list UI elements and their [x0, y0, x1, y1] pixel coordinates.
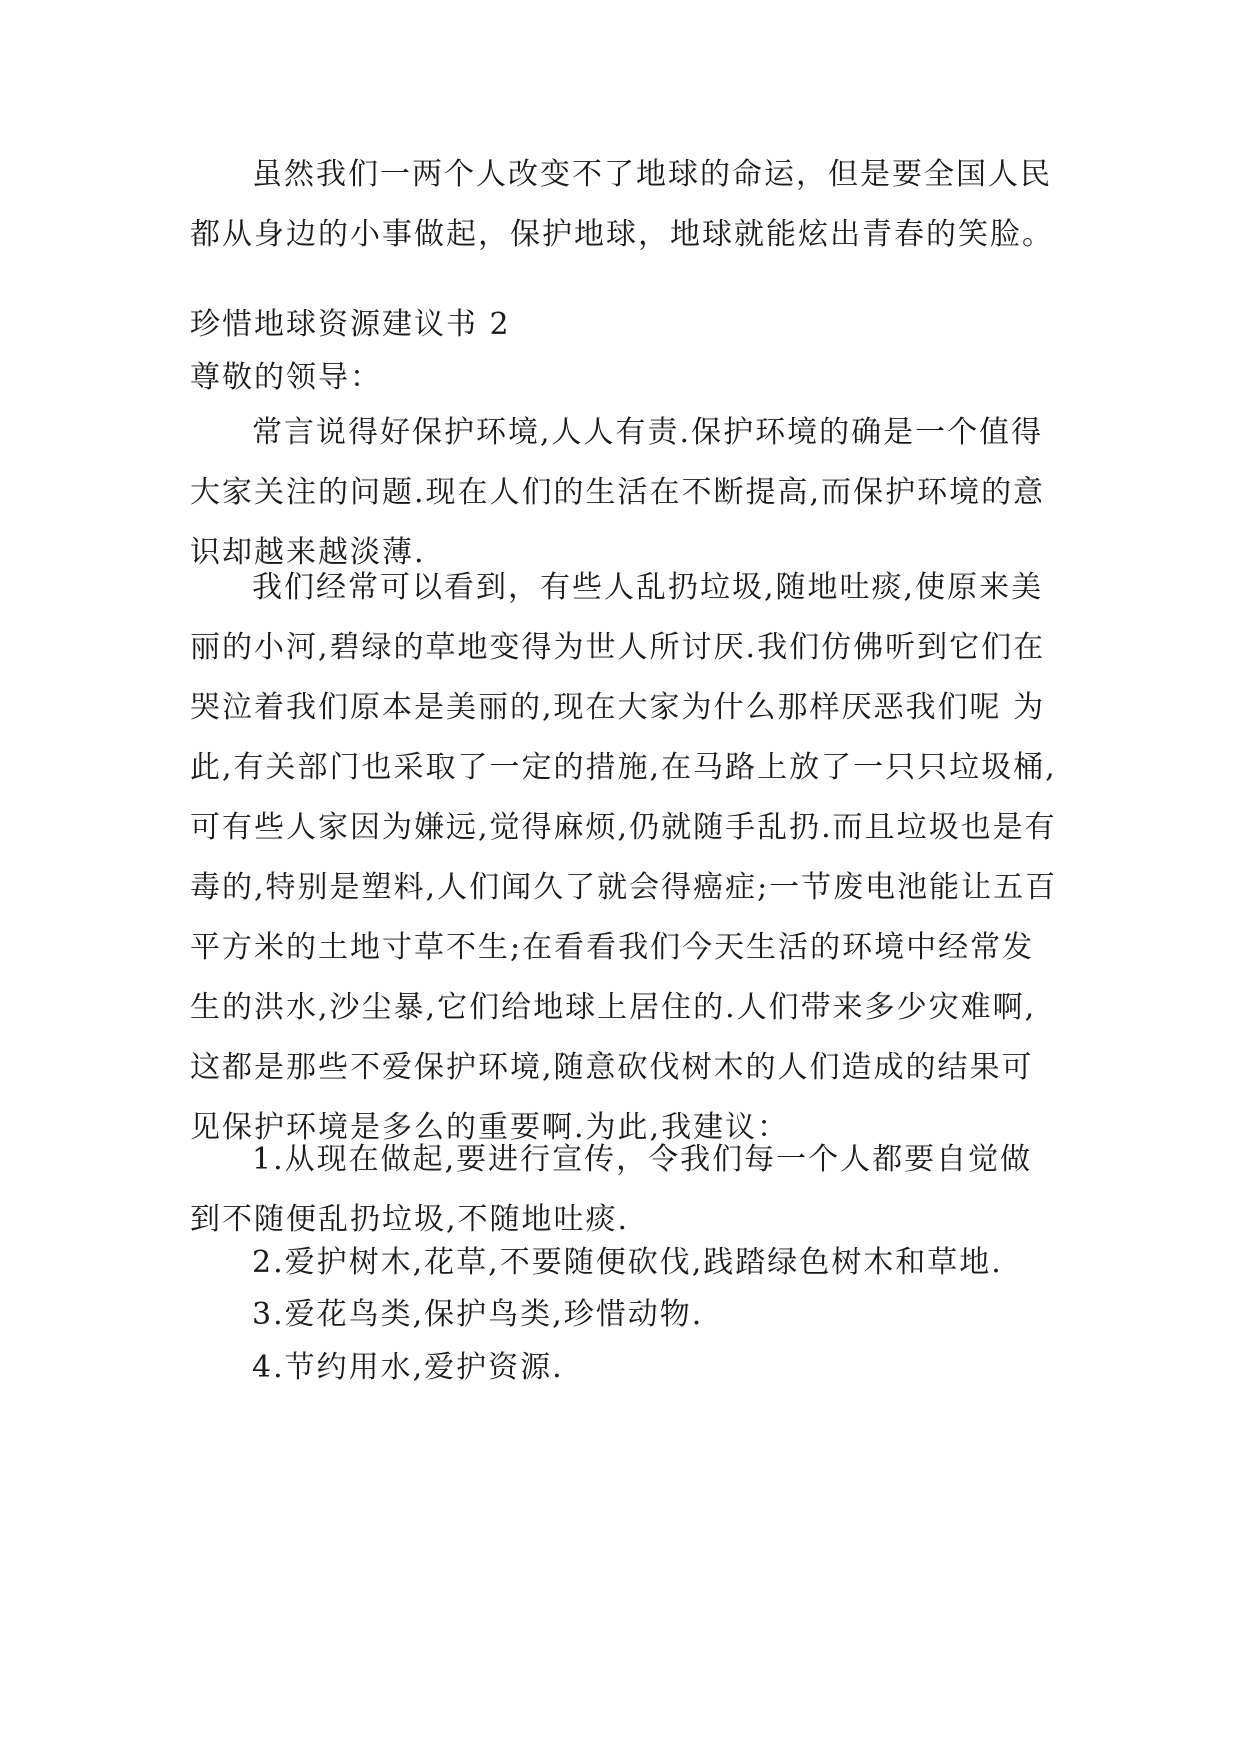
paragraph-body: 我们经常可以看到，有些人乱扔垃圾,随地吐痰,使原来美丽的小河,碧绿的草地变得为世人所讨厌.我们仿佛听到它们在哭泣着我们原本是美丽的,现在大家为什么那样厌恶我们呢 为此,有关部门也采取了一定的措施,在马路上放了一只只垃圾桶,可有些人家因为嫌远,觉得麻烦,仍就随手乱扔.而且垃圾也是有毒的,特别是塑料,人们闻久了就会得癌症;一节废电池能让五百平方米的土地寸草不生;在看看我们今天生活的环境中经常发生的洪水,沙尘暴,它们给地球上居住的.人们带来多少灾难啊,这都是那些不爱保护环境,随意砍伐树木的人们造成的结果可见保护环境是多么的重要啊.为此,我建议：: [190, 570, 1058, 1145]
paragraph-opening: 常言说得好保护环境,人人有责.保护环境的确是一个值得大家关注的问题.现在人们的生活在不断提高,而保护环境的意识却越来越淡薄.: [190, 415, 1046, 570]
list-item-1: 1.从现在做起,要进行宣传，令我们每一个人都要自觉做到不随便乱扔垃圾,不随地吐痰.: [190, 1142, 1033, 1237]
list-item-2: 2.爱护树木,花草,不要随便砍伐,践踏绿色树木和草地.: [252, 1245, 1003, 1280]
salutation: 尊敬的领导：: [190, 360, 382, 395]
list-item-4: 4.节约用水,爱护资源.: [252, 1350, 564, 1385]
paragraph-intro: 虽然我们一两个人改变不了地球的命运，但是要全国人民都从身边的小事做起，保护地球，地球就能炫出青春的笑脸。: [190, 157, 1054, 252]
document-title: 珍惜地球资源建议书 2: [190, 307, 511, 342]
list-item-3: 3.爱花鸟类,保护鸟类,珍惜动物.: [252, 1297, 704, 1332]
